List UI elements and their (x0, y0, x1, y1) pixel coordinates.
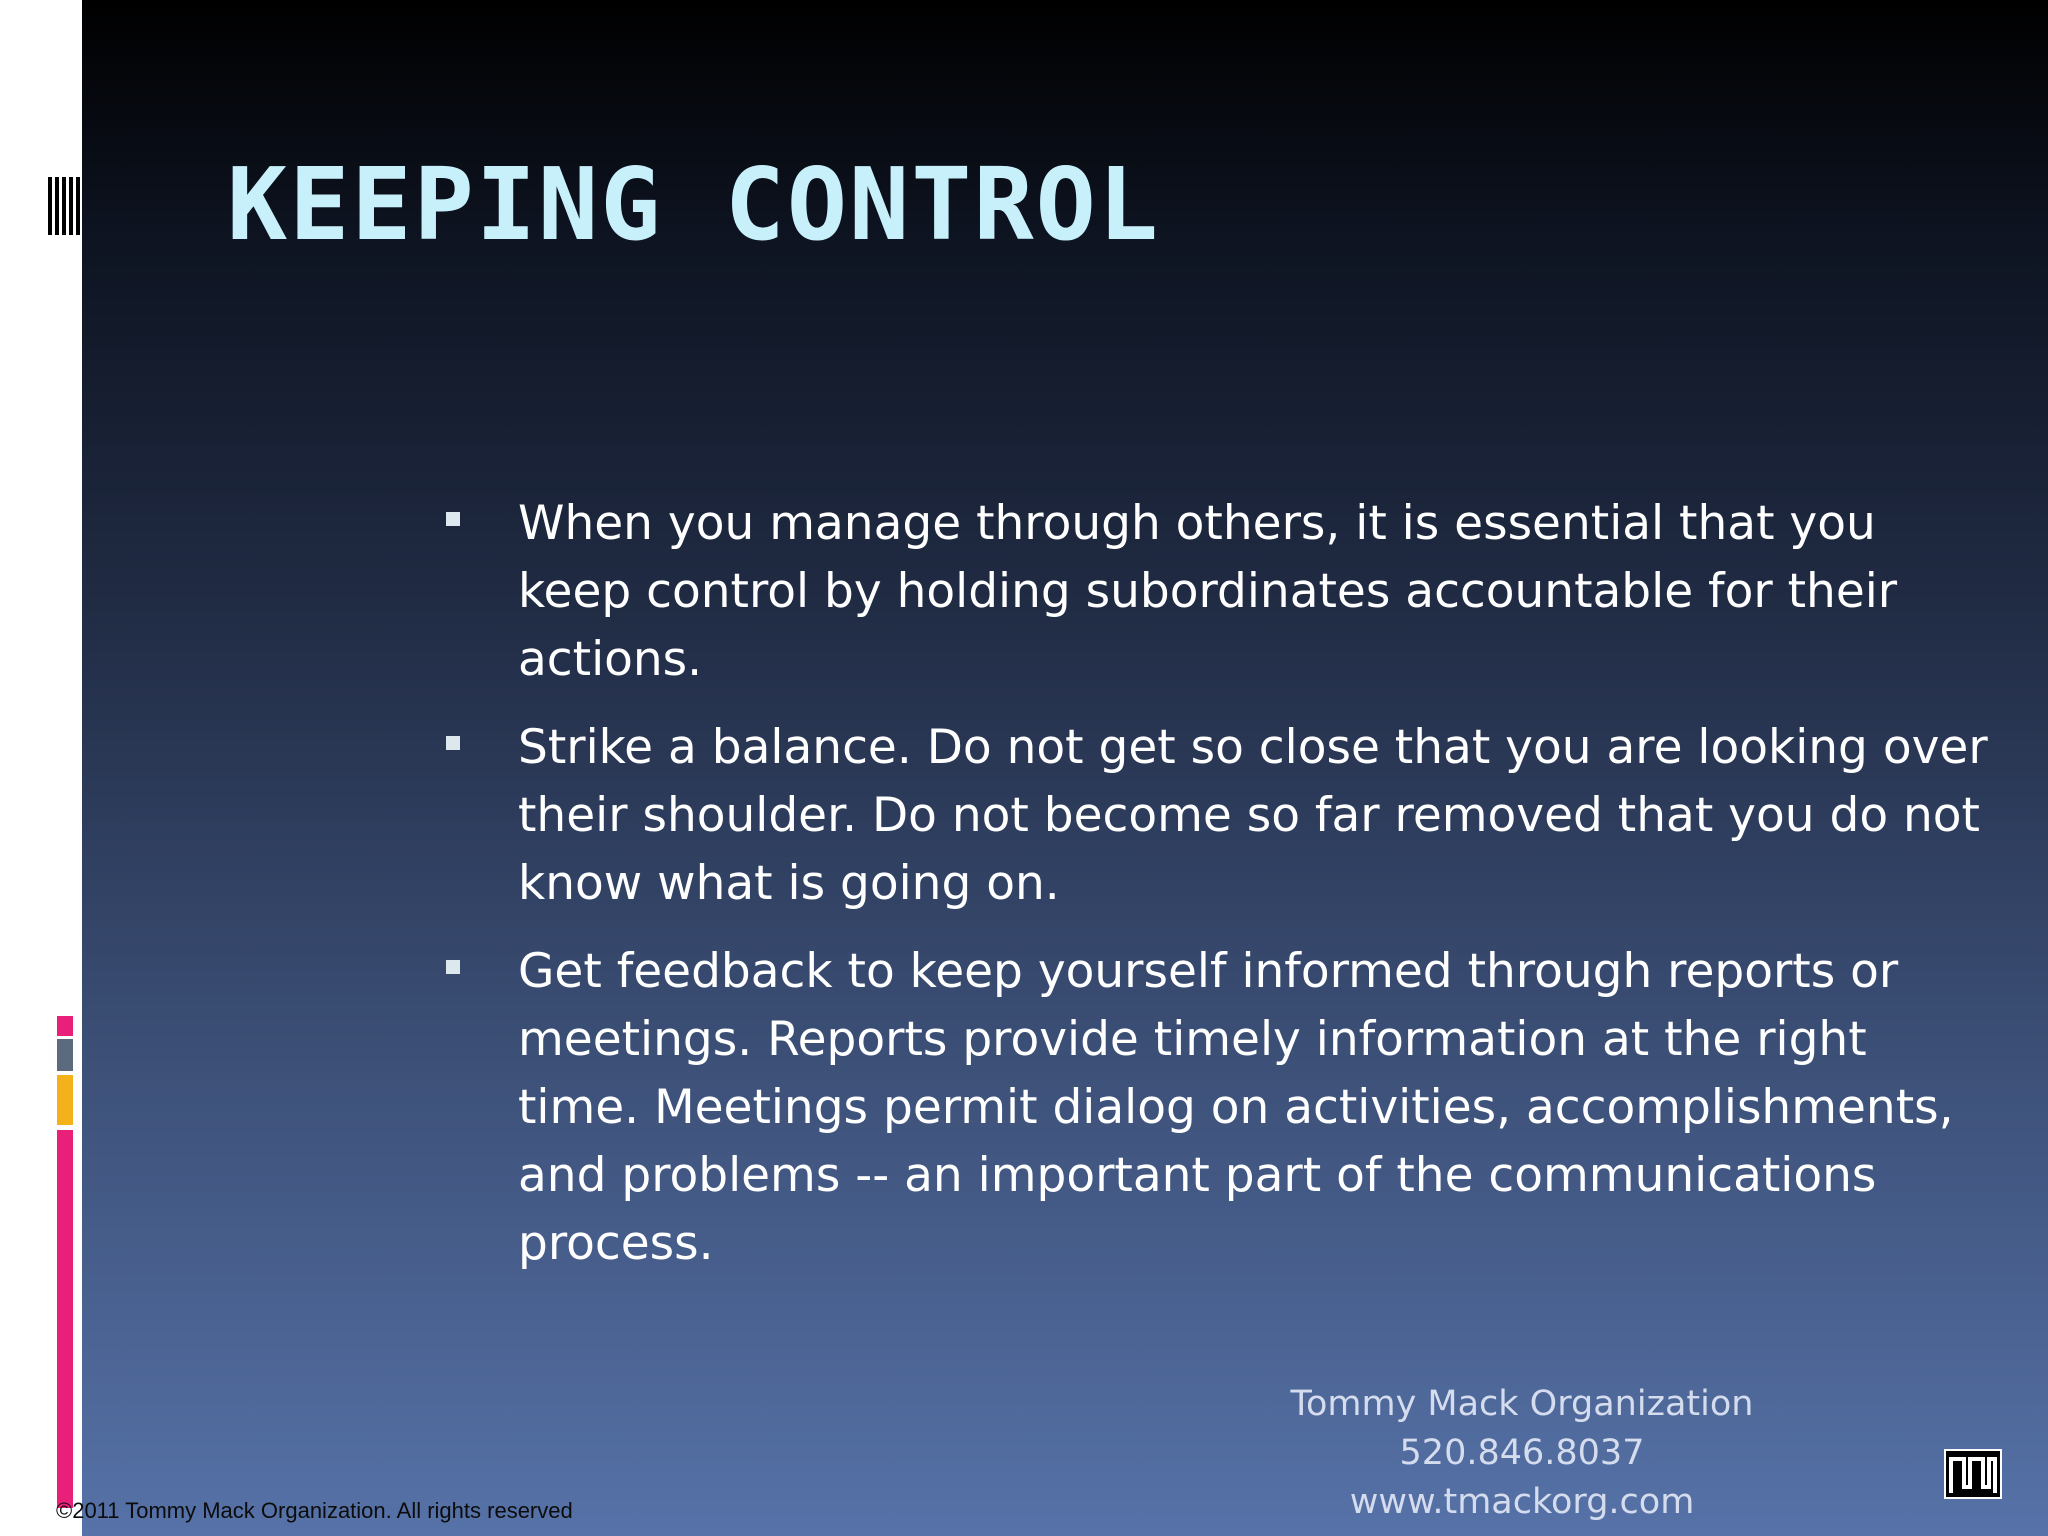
website-link[interactable]: www.tmackorg.com (1349, 1482, 1695, 1522)
bullet-list (362, 490, 2002, 1298)
slide-title: KEEPING CONTROL (227, 146, 1161, 263)
bullet-text: Strike a balance. Do not get so close that you are looking over their shoulder. Do not become so far removed that you do not know what is going on. (518, 720, 1988, 911)
bullet-item (362, 714, 2002, 918)
bullet-item (362, 490, 2002, 694)
phone-number: 520.846.8037 (1399, 1433, 1645, 1473)
square-bullet-icon (446, 736, 460, 750)
bullet-text: When you manage through others, it is essential that you keep control by holding subordinates accountable for their actions. (518, 496, 1898, 687)
square-bullet-icon (446, 512, 460, 526)
contact-block (1272, 1380, 1772, 1527)
accent-bar-pink-small (57, 1016, 73, 1036)
slide-canvas (82, 0, 2048, 1536)
left-margin-strip (0, 0, 82, 1536)
tmo-logo-icon (1944, 1449, 2002, 1499)
accent-bar-pink-long (57, 1130, 73, 1508)
accent-bar-gray (57, 1039, 73, 1071)
organization-name: Tommy Mack Organization (1290, 1384, 1754, 1424)
copyright-notice: ©2011 Tommy Mack Organization. All rights reserved (56, 1498, 573, 1523)
accent-bar-amber (57, 1075, 73, 1125)
barcode-stripes-decoration (48, 177, 82, 235)
bullet-text: Get feedback to keep yourself informed through reports or meetings. Reports provide timely information at the right time. Meetings permit dialog on activities, accomplishments, and problems -- an important part of the communications process. (518, 944, 1954, 1271)
square-bullet-icon (446, 960, 460, 974)
bullet-item (362, 938, 2002, 1278)
